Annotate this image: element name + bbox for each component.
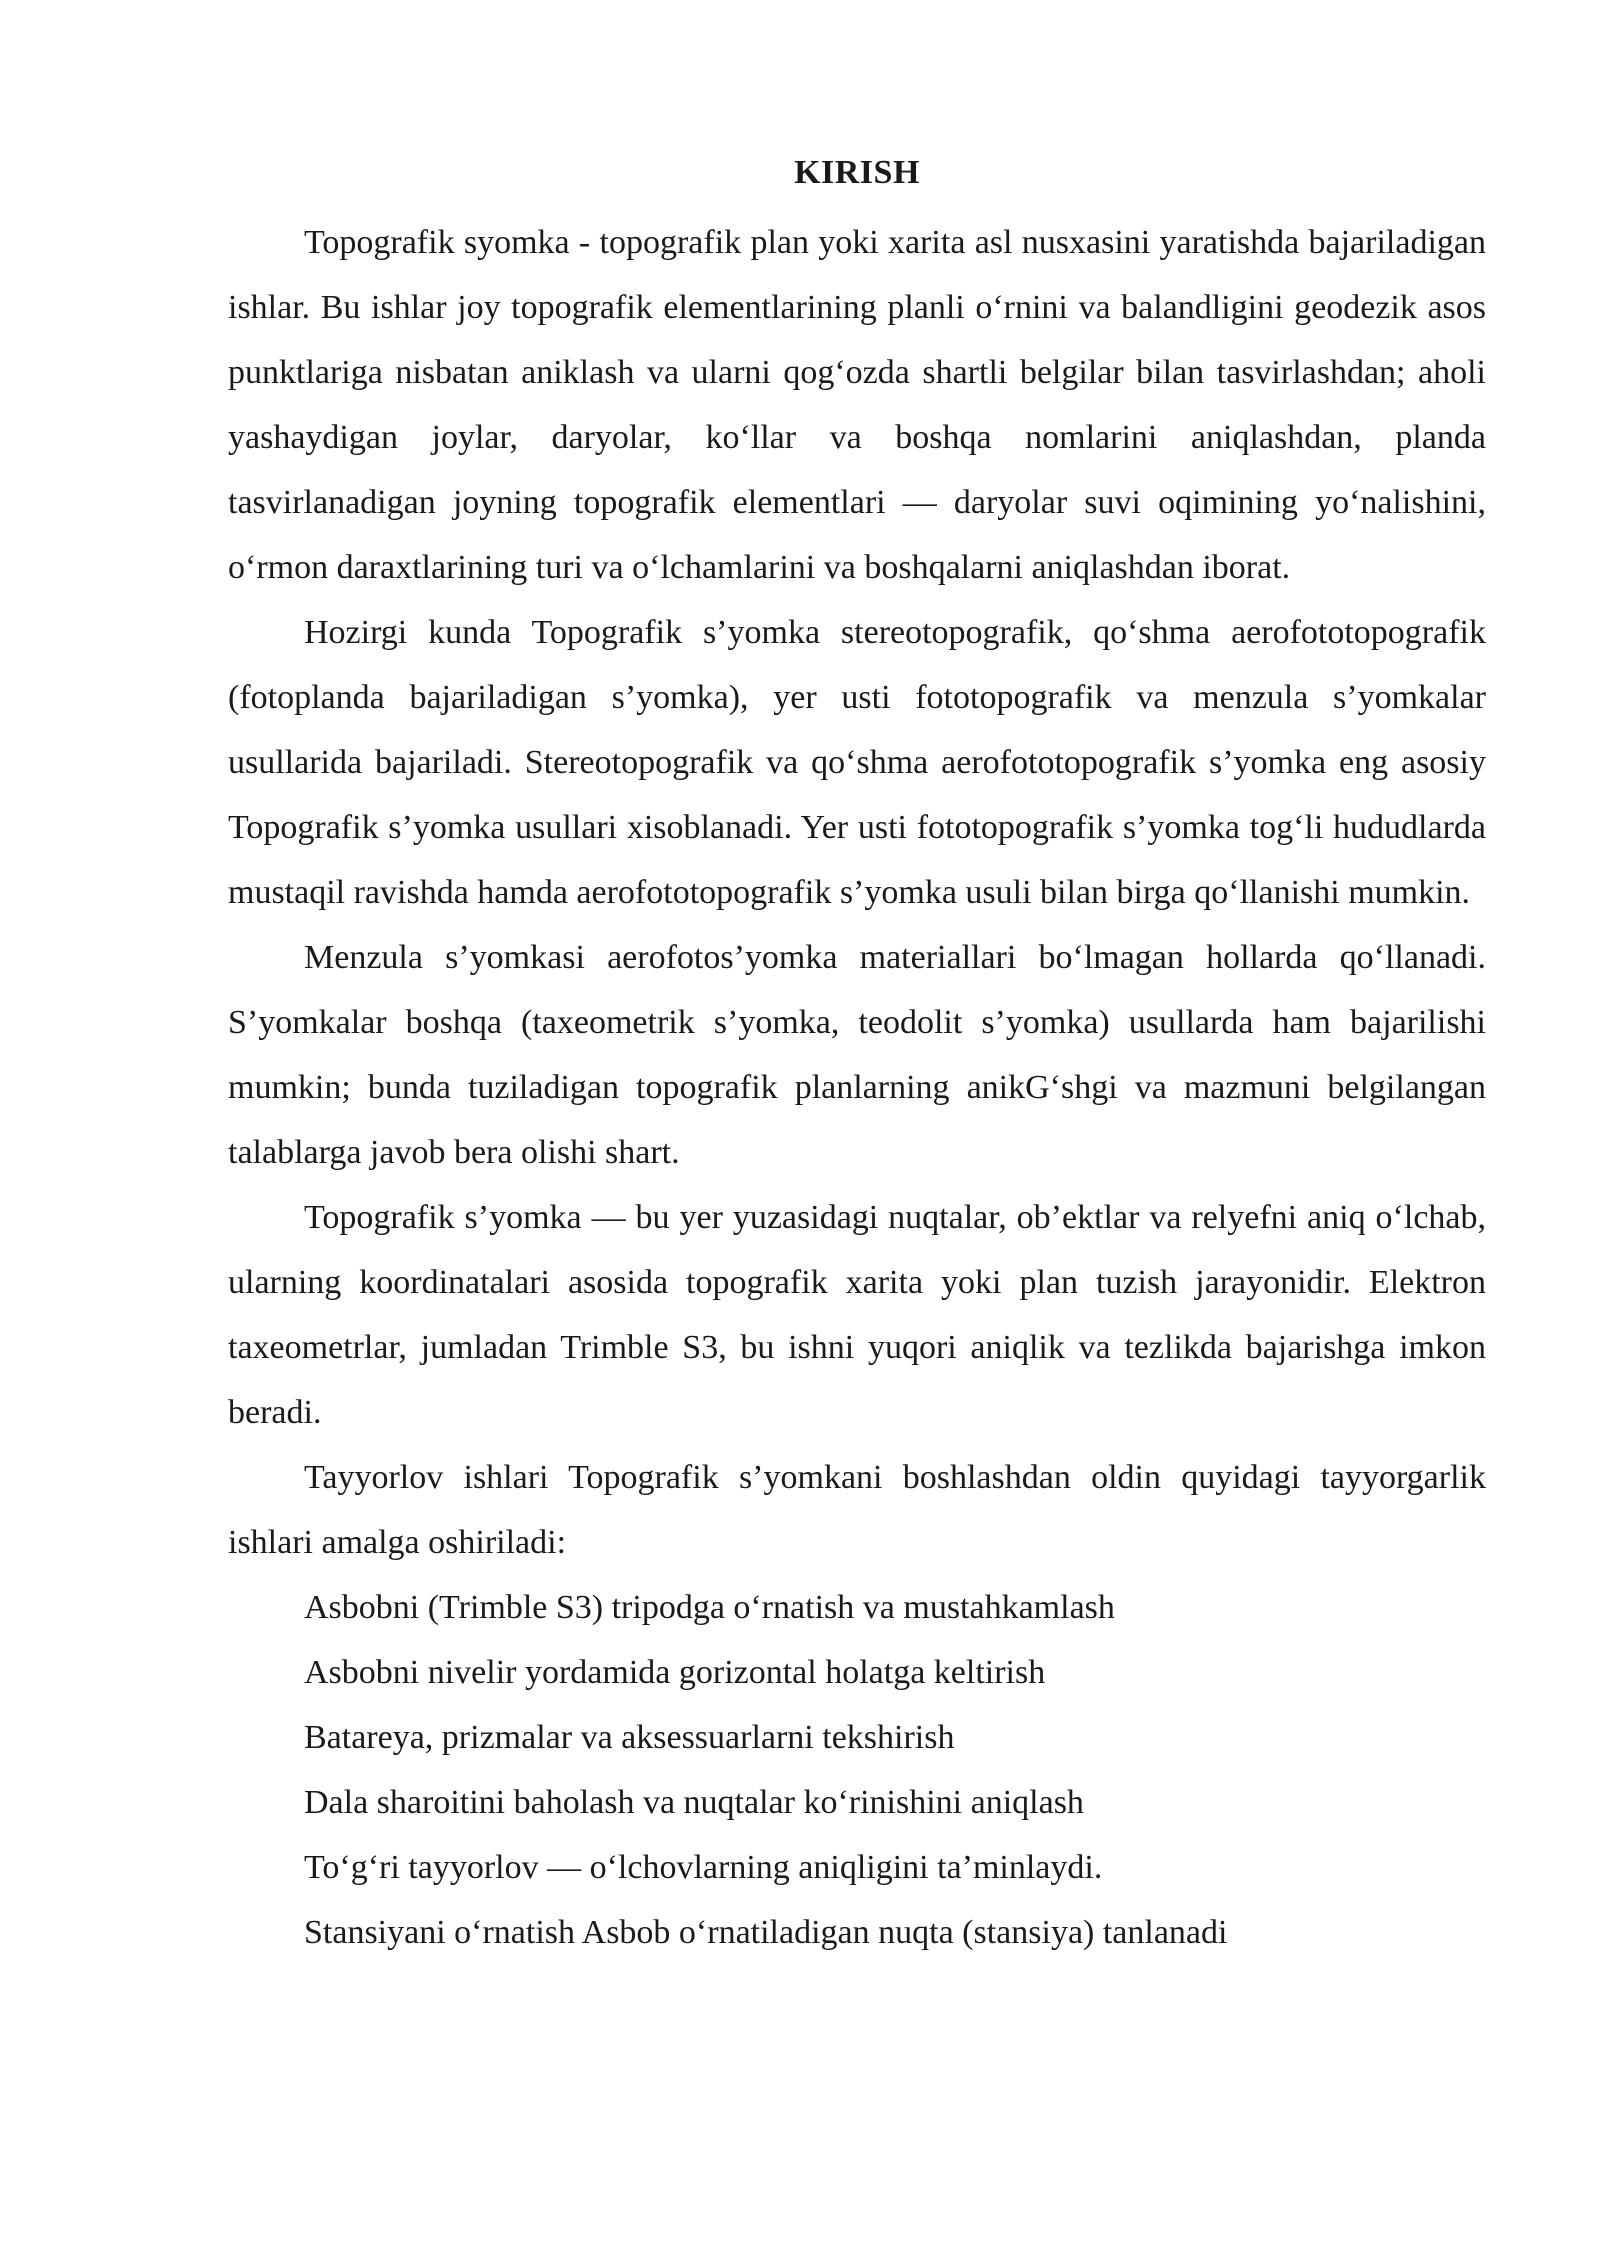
list-item: Dala sharoitini baholash va nuqtalar ko‘rinishini aniqlash [304,1784,1084,1821]
list-item: To‘g‘ri tayyorlov — o‘lchovlarning aniqligini ta’minlaydi. [304,1849,1103,1886]
list-item: Asbobni nivelir yordamida gorizontal holatga keltirish [304,1654,1046,1691]
preparation-list [228,1575,1486,1965]
paragraph-definition: Topografik syomka - topografik plan yoki xarita asl nusxasini yaratishda bajariladigan ishlar. Bu ishlar joy topografik elementlarining planli o‘rnini va balandligini geodezik asos punktlariga nisbatan aniklash va ularni qog‘ozda shartli belgilar bilan tasvirlashdan; aholi yashaydigan joylar, daryolar, ko‘llar va boshqa nomlarini aniqlashdan, planda tasvirlanadigan joyning topografik elementlari — daryolar suvi oqimining yo‘nalishini, o‘rmon daraxtlarining turi va o‘lchamlarini va boshqalarni aniqlashdan iborat. [228,224,1486,586]
page-title: KIRISH [794,154,920,191]
list-item: Batareya, prizmalar va aksessuarlarni tekshirish [304,1719,955,1756]
document-page [228,146,1486,1965]
list-item: Stansiyani o‘rnatish Asbob o‘rnatiladigan nuqta (stansiya) tanlanadi [304,1914,1228,1951]
paragraph-methods: Hozirgi kunda Topografik s’yomka stereotopografik, qo‘shma aerofototopografik (fotoplanda bajariladigan s’yomka), yer usti fototopografik va menzula s’yomkalar usullarida bajariladi. Stereotopografik va qo‘shma aerofototopografik s’yomka eng asosiy Topografik s’yomka usullari xisoblanadi. Yer usti fototopografik s’yomka tog‘li hududlarda mustaqil ravishda hamda aerofototopografik s’yomka usuli bilan birga qo‘llanishi mumkin. [228,614,1486,911]
paragraph-preparation: Tayyorlov ishlari Topografik s’yomkani boshlashdan oldin quyidagi tayyorgarlik ishlari amalga oshiriladi: [228,1459,1486,1561]
paragraph-trimble: Topografik s’yomka — bu yer yuzasidagi nuqtalar, ob’ektlar va relyefni aniq o‘lchab, ularning koordinatalari asosida topografik xarita yoki plan tuzish jarayonidir. Elektron taxeometrlar, jumladan Trimble S3, bu ishni yuqori aniqlik va tezlikda bajarishga imkon beradi. [228,1199,1486,1431]
paragraph-menzula: Menzula s’yomkasi aerofotos’yomka materiallari bo‘lmagan hollarda qo‘llanadi. S’yomkalar boshqa (taxeometrik s’yomka, teodolit s’yomka) usullarda ham bajarilishi mumkin; bunda tuziladigan topografik planlarning anikG‘shgi va mazmuni belgilangan talablarga javob bera olishi shart. [228,939,1486,1171]
list-item: Asbobni (Trimble S3) tripodga o‘rnatish va mustahkamlash [304,1589,1115,1626]
